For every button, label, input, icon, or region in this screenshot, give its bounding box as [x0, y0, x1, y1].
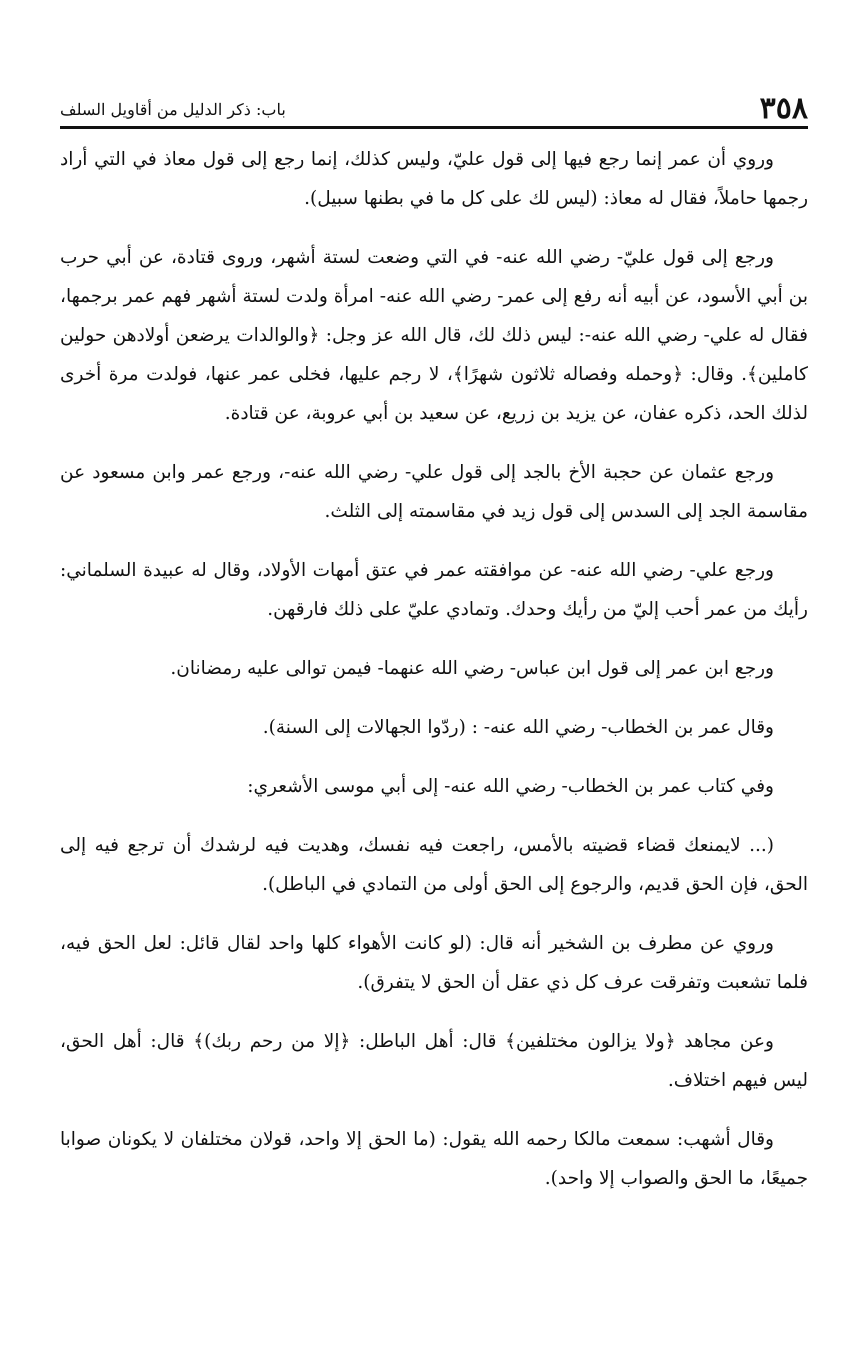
- paragraph: وفي كتاب عمر بن الخطاب- رضي الله عنه- إلى أبي موسى الأشعري:: [247, 776, 774, 797]
- paragraph: ورجع عثمان عن حجبة الأخ بالجد إلى قول علي- رضي الله عنه-، ورجع عمر وابن مسعود عن مقاسمة الجد إلى السدس إلى قول زيد في مقاسمته إلى الثلث.: [60, 462, 808, 522]
- paragraph: ورجع إلى قول عليّ- رضي الله عنه- في التي وضعت لستة أشهر، وروى قتادة، عن أبي حرب بن أبي الأسود، عن أبيه أنه رفع إلى عمر- رضي الله عنه- امرأة ولدت لستة أشهر فهم عمر برجمها، فقال له علي- رضي الله عنه-: ليس ذلك لك، قال الله عز وجل: ﴿والوالدات يرضعن أولادهن حولين كاملين﴾. وقال: ﴿وحمله وفصاله ثلاثون شهرًا﴾، لا رجم عليها، فخلى عمر عنها، فولدت مرة أخرى لذلك الحد، ذكره عفان، عن يزيد بن زريع، عن سعيد بن أبي عروبة، عن قتادة.: [60, 247, 808, 424]
- paragraph: وقال أشهب: سمعت مالكا رحمه الله يقول: (ما الحق إلا واحد، قولان مختلفان لا يكونان صوابا جميعًا، ما الحق والصواب إلا واحد).: [60, 1129, 808, 1189]
- paragraph: وقال عمر بن الخطاب- رضي الله عنه- : (ردّوا الجهالات إلى السنة).: [262, 717, 774, 738]
- paragraph: وروي عن مطرف بن الشخير أنه قال: (لو كانت الأهواء كلها واحد لقال قائل: لعل الحق فيه، فلما تشعبت وتفرقت عرف كل ذي عقل أن الحق لا يتفرق).: [60, 933, 808, 993]
- paragraph: وروي أن عمر إنما رجع فيها إلى قول عليّ، وليس كذلك، إنما رجع إلى قول معاذ في التي أراد رجمها حاملاً، فقال له معاذ: (ليس لك على كل ما في بطنها سبيل).: [60, 149, 808, 209]
- body-text: [60, 140, 808, 1218]
- paragraph: وعن مجاهد ﴿ولا يزالون مختلفين﴾ قال: أهل الباطل: ﴿إلا من رحم ربك)﴾ قال: أهل الحق، ليس فيهم اختلاف.: [60, 1031, 808, 1091]
- header-rule: [60, 126, 808, 129]
- running-title: باب: ذكر الدليل من أقاويل السلف: [60, 100, 286, 119]
- paragraph: ورجع ابن عمر إلى قول ابن عباس- رضي الله عنهما- فيمن توالى عليه رمضانان.: [170, 658, 774, 679]
- page-header: [60, 88, 808, 124]
- paragraph: ورجع علي- رضي الله عنه- عن موافقته عمر في عتق أمهات الأولاد، وقال له عبيدة السلماني: رأيك من عمر أحب إليّ من رأيك وحدك. وتمادي عليّ على ذلك فارقهن.: [60, 560, 808, 620]
- page-number: ٣٥٨: [759, 91, 808, 126]
- paragraph: (... لايمنعك قضاء قضيته بالأمس، راجعت فيه نفسك، وهديت فيه لرشدك أن ترجع فيه إلى الحق، فإن الحق قديم، والرجوع إلى الحق أولى من التمادي في الباطل).: [60, 835, 808, 895]
